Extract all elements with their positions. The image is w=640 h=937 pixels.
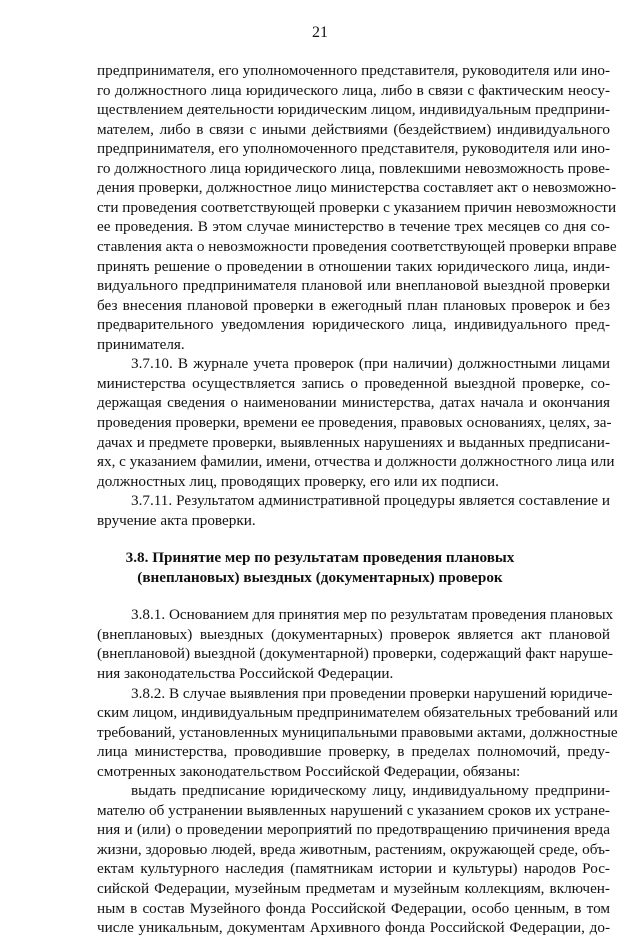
text-line: должностных лиц, проводящих проверку, его или их подписи. bbox=[97, 472, 499, 490]
text-line: видуального предпринимателя плановой или внеплановой выездной проверки bbox=[97, 277, 610, 295]
text-line: 3.8.1. Основанием для принятия мер по результатам проведения плановых bbox=[131, 606, 614, 624]
text-line: лица министерства, проводившие проверку, в пределах полномочий, преду- bbox=[97, 743, 610, 761]
text-line: ским лицом, индивидуальным предпринимателем обязательных требований или bbox=[97, 704, 618, 721]
text-line: мателю об устранении выявленных нарушений с указанием сроков их устране- bbox=[97, 801, 610, 819]
section-heading-line: (внеплановых) выездных (документарных) проверок bbox=[137, 568, 503, 586]
text-line: сти проведения соответствующей проверки с указанием причин невозможности bbox=[97, 198, 617, 216]
text-line: министерства осуществляется запись о проведенной выездной проверке, со- bbox=[97, 374, 610, 392]
text-line: держащая сведения о наименовании министерства, датах начала и окончания bbox=[97, 394, 610, 412]
text-line: предпринимателя, его уполномоченного представителя, руководителя или ино- bbox=[97, 140, 610, 158]
text-line: 3.8.2. В случае выявления при проведении проверки нарушений юридиче- bbox=[131, 684, 613, 702]
text-line: выдать предписание юридическому лицу, индивидуальному предприни- bbox=[131, 782, 610, 800]
text-line: предпринимателя, его уполномоченного представителя, руководителя или ино- bbox=[97, 62, 610, 79]
text-line: 3.7.11. Результатом административной процедуры является составление и bbox=[131, 492, 610, 510]
text-line: требований, установленных муниципальными правовыми актами, должностные bbox=[97, 723, 618, 741]
text-line: ставления акта о невозможности проведения соответствующей проверки вправе bbox=[97, 238, 617, 255]
text-line: сийской Федерации, музейным предметам и музейным коллекциям, включен- bbox=[97, 880, 610, 897]
text-line: ее проведения. В этом случае министерство в течение трех месяцев со дня со- bbox=[97, 218, 610, 236]
text-line: ния и (или) о проведении мероприятий по предотвращению причинения вреда bbox=[97, 821, 610, 839]
text-line: мателем, либо в связи с иными действиями (бездействием) индивидуального bbox=[97, 120, 610, 138]
section-heading-line: 3.8. Принятие мер по результатам проведения плановых bbox=[125, 549, 515, 567]
text-line: дачах и предмете проверки, выявленных нарушениях и выданных предписани- bbox=[97, 433, 610, 451]
text-line: ях, с указанием фамилии, имени, отчества и должности должностного лица или bbox=[97, 453, 615, 470]
text-line: го должностного лица юридического лица, либо в связи с фактическим неосу- bbox=[97, 81, 610, 99]
text-line: числе уникальным, документам Архивного фонда Российской Федерации, до- bbox=[97, 919, 610, 937]
text-line: ектам культурного наследия (памятникам истории и культуры) народов Рос- bbox=[97, 860, 610, 878]
text-line: проведения проверки, времени ее проведения, правовых основаниях, целях, за- bbox=[97, 413, 612, 431]
text-line: жизни, здоровью людей, вреда животным, растениям, окружающей среде, объ- bbox=[97, 840, 610, 858]
text-line: принять решение о проведении в отношении таких юридического лица, инди- bbox=[97, 257, 610, 275]
text-line: (внеплановых) выездных (документарных) проверок является акт плановой bbox=[97, 625, 610, 643]
text-line: без внесения плановой проверки в ежегодный план плановых проверок и без bbox=[97, 296, 610, 314]
text-line: ществлением деятельности юридическим лицом, индивидуальным предприни- bbox=[97, 101, 611, 119]
page-number: 21 bbox=[312, 24, 328, 41]
text-line: смотренных законодательством Российской Федерации, обязаны: bbox=[97, 762, 521, 780]
text-line: вручение акта проверки. bbox=[97, 511, 256, 529]
text-line: ным в состав Музейного фонда Российской Федерации, особо ценным, в том bbox=[97, 899, 610, 917]
text-line: 3.7.10. В журнале учета проверок (при наличии) должностными лицами bbox=[131, 355, 610, 373]
text-line: ния законодательства Российской Федерации. bbox=[97, 664, 394, 682]
text-line: (внеплановой) выездной (документарной) проверки, содержащий факт наруше- bbox=[97, 645, 613, 663]
text-line: го должностного лица юридического лица, повлекшими невозможность прове- bbox=[97, 159, 610, 177]
text-line: дения проверки, должностное лицо министерства составляет акт о невозможно- bbox=[97, 179, 617, 197]
text-line: принимателя. bbox=[97, 335, 185, 353]
text-line: предварительного уведомления юридического лица, индивидуального пред- bbox=[97, 316, 610, 334]
